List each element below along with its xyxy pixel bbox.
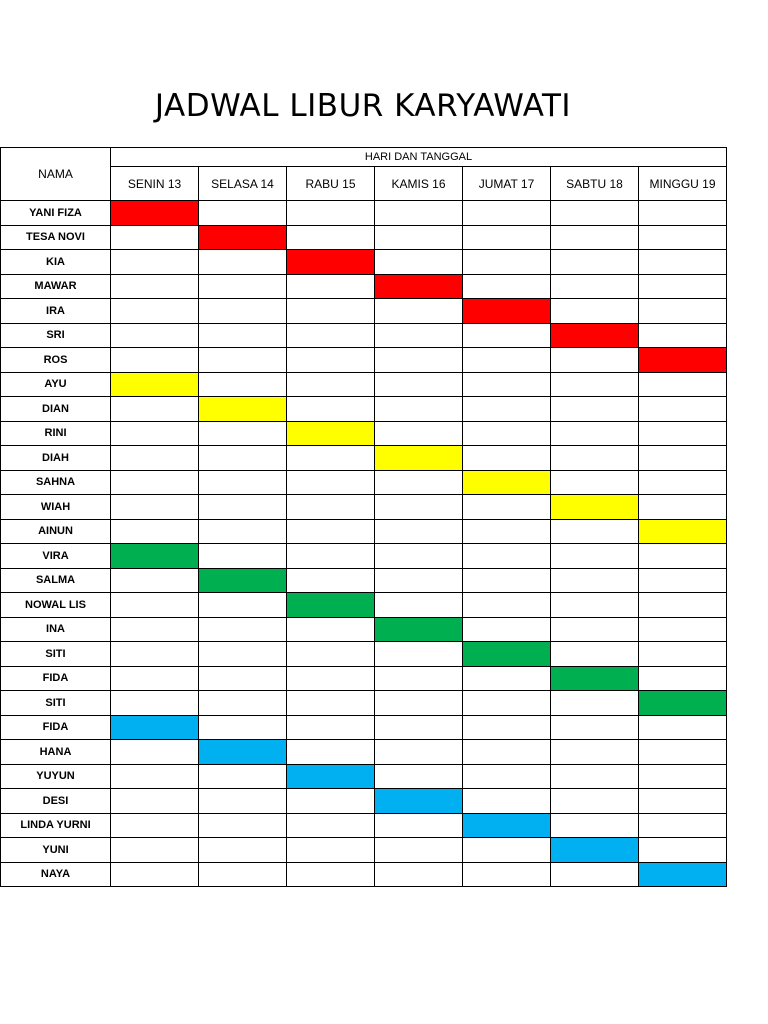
schedule-cell xyxy=(639,397,727,422)
schedule-cell xyxy=(551,470,639,495)
schedule-cell xyxy=(551,372,639,397)
employee-name: SITI xyxy=(1,691,111,716)
schedule-cell xyxy=(199,274,287,299)
schedule-cell xyxy=(111,862,199,887)
schedule-cell xyxy=(375,568,463,593)
schedule-cell xyxy=(111,495,199,520)
schedule-cell xyxy=(111,789,199,814)
schedule-cell xyxy=(463,617,551,642)
schedule-cell xyxy=(551,446,639,471)
schedule-cell xyxy=(199,813,287,838)
table-row xyxy=(1,568,727,593)
schedule-cell xyxy=(287,813,375,838)
schedule-cell xyxy=(375,740,463,765)
schedule-cell xyxy=(551,862,639,887)
table-row xyxy=(1,201,727,226)
schedule-cell xyxy=(463,789,551,814)
table-row xyxy=(1,740,727,765)
schedule-cell xyxy=(111,813,199,838)
schedule-cell xyxy=(111,397,199,422)
day-off-cell xyxy=(199,568,287,593)
schedule-cell xyxy=(463,764,551,789)
employee-name: SRI xyxy=(1,323,111,348)
schedule-cell xyxy=(199,519,287,544)
schedule-cell xyxy=(287,470,375,495)
schedule-cell xyxy=(111,470,199,495)
schedule-cell xyxy=(375,519,463,544)
schedule-cell xyxy=(375,642,463,667)
schedule-cell xyxy=(111,519,199,544)
day-off-cell xyxy=(375,617,463,642)
day-header: MINGGU 19 xyxy=(639,167,727,201)
schedule-cell xyxy=(111,740,199,765)
employee-name: DIAH xyxy=(1,446,111,471)
schedule-cell xyxy=(551,789,639,814)
schedule-cell xyxy=(287,397,375,422)
schedule-cell xyxy=(375,715,463,740)
schedule-cell xyxy=(639,225,727,250)
schedule-cell xyxy=(111,764,199,789)
employee-name: ROS xyxy=(1,348,111,373)
day-off-cell xyxy=(287,250,375,275)
schedule-cell xyxy=(639,372,727,397)
day-header: SELASA 14 xyxy=(199,167,287,201)
day-off-cell xyxy=(111,201,199,226)
schedule-cell xyxy=(287,838,375,863)
schedule-cell xyxy=(551,397,639,422)
schedule-cell xyxy=(199,544,287,569)
schedule-cell xyxy=(639,544,727,569)
schedule-cell xyxy=(551,642,639,667)
day-off-cell xyxy=(375,789,463,814)
schedule-cell xyxy=(551,201,639,226)
employee-name: FIDA xyxy=(1,715,111,740)
schedule-cell xyxy=(375,299,463,324)
table-row xyxy=(1,593,727,618)
table-row xyxy=(1,372,727,397)
employee-name: YUNI xyxy=(1,838,111,863)
schedule-cell xyxy=(463,201,551,226)
day-header: KAMIS 16 xyxy=(375,167,463,201)
schedule-cell xyxy=(463,740,551,765)
schedule-cell xyxy=(463,397,551,422)
schedule-cell xyxy=(375,691,463,716)
schedule-cell xyxy=(551,617,639,642)
schedule-cell xyxy=(199,666,287,691)
schedule-cell xyxy=(199,446,287,471)
schedule-cell xyxy=(111,274,199,299)
day-off-cell xyxy=(463,813,551,838)
day-off-cell xyxy=(463,470,551,495)
schedule-cell xyxy=(199,470,287,495)
schedule-table xyxy=(0,147,727,887)
day-off-cell xyxy=(375,446,463,471)
schedule-cell xyxy=(639,323,727,348)
schedule-cell xyxy=(551,299,639,324)
schedule-cell xyxy=(639,838,727,863)
table-row xyxy=(1,691,727,716)
employee-name: DESI xyxy=(1,789,111,814)
table-row xyxy=(1,225,727,250)
schedule-cell xyxy=(287,372,375,397)
day-off-cell xyxy=(551,495,639,520)
schedule-cell xyxy=(199,593,287,618)
schedule-cell xyxy=(639,740,727,765)
employee-name: VIRA xyxy=(1,544,111,569)
employee-name: HANA xyxy=(1,740,111,765)
schedule-cell xyxy=(111,421,199,446)
schedule-cell xyxy=(287,862,375,887)
schedule-cell xyxy=(287,446,375,471)
employee-name: INA xyxy=(1,617,111,642)
schedule-cell xyxy=(551,813,639,838)
day-off-cell xyxy=(551,838,639,863)
schedule-cell xyxy=(375,666,463,691)
day-off-cell xyxy=(287,764,375,789)
day-off-cell xyxy=(639,519,727,544)
schedule-cell xyxy=(463,519,551,544)
employee-name: SITI xyxy=(1,642,111,667)
day-off-cell xyxy=(639,862,727,887)
schedule-cell xyxy=(551,764,639,789)
schedule-cell xyxy=(463,666,551,691)
table-row xyxy=(1,323,727,348)
day-off-cell xyxy=(375,274,463,299)
schedule-cell xyxy=(287,225,375,250)
schedule-cell xyxy=(375,764,463,789)
schedule-cell xyxy=(111,838,199,863)
schedule-cell xyxy=(375,201,463,226)
employee-name: NAYA xyxy=(1,862,111,887)
schedule-cell xyxy=(199,372,287,397)
schedule-cell xyxy=(551,593,639,618)
schedule-cell xyxy=(199,323,287,348)
table-row xyxy=(1,764,727,789)
schedule-cell xyxy=(463,274,551,299)
schedule-cell xyxy=(463,446,551,471)
schedule-cell xyxy=(639,593,727,618)
schedule-cell xyxy=(551,519,639,544)
table-row xyxy=(1,813,727,838)
employee-name: NOWAL LIS xyxy=(1,593,111,618)
schedule-cell xyxy=(639,642,727,667)
day-off-cell xyxy=(199,740,287,765)
schedule-cell xyxy=(375,250,463,275)
employee-name: KIA xyxy=(1,250,111,275)
schedule-cell xyxy=(551,568,639,593)
table-row xyxy=(1,617,727,642)
day-off-cell xyxy=(463,642,551,667)
schedule-cell xyxy=(551,715,639,740)
schedule-cell xyxy=(639,764,727,789)
day-off-cell xyxy=(111,715,199,740)
schedule-cell xyxy=(287,519,375,544)
schedule-cell xyxy=(551,740,639,765)
schedule-cell xyxy=(199,299,287,324)
schedule-cell xyxy=(111,568,199,593)
employee-name: SAHNA xyxy=(1,470,111,495)
schedule-cell xyxy=(639,617,727,642)
schedule-cell xyxy=(375,495,463,520)
schedule-cell xyxy=(287,715,375,740)
schedule-cell xyxy=(199,691,287,716)
schedule-cell xyxy=(375,348,463,373)
day-header: SABTU 18 xyxy=(551,167,639,201)
schedule-cell xyxy=(639,495,727,520)
schedule-cell xyxy=(639,201,727,226)
table-row xyxy=(1,250,727,275)
schedule-cell xyxy=(287,691,375,716)
schedule-cell xyxy=(287,740,375,765)
schedule-cell xyxy=(639,446,727,471)
schedule-cell xyxy=(287,323,375,348)
schedule-cell xyxy=(551,544,639,569)
schedule-cell xyxy=(463,421,551,446)
table-row xyxy=(1,838,727,863)
day-off-cell xyxy=(111,372,199,397)
day-off-cell xyxy=(639,691,727,716)
schedule-cell xyxy=(551,250,639,275)
schedule-cell xyxy=(463,250,551,275)
table-row xyxy=(1,642,727,667)
table-row xyxy=(1,862,727,887)
table-row xyxy=(1,274,727,299)
schedule-cell xyxy=(639,421,727,446)
employee-name: AINUN xyxy=(1,519,111,544)
schedule-cell xyxy=(375,470,463,495)
schedule-cell xyxy=(199,250,287,275)
schedule-body xyxy=(1,201,727,887)
schedule-cell xyxy=(639,470,727,495)
employee-name: WIAH xyxy=(1,495,111,520)
schedule-cell xyxy=(111,225,199,250)
schedule-cell xyxy=(111,250,199,275)
schedule-cell xyxy=(375,838,463,863)
schedule-cell xyxy=(111,642,199,667)
name-column-header: NAMA xyxy=(1,148,111,201)
schedule-cell xyxy=(639,715,727,740)
schedule-cell xyxy=(199,862,287,887)
schedule-cell xyxy=(199,421,287,446)
schedule-cell xyxy=(287,201,375,226)
schedule-cell xyxy=(111,666,199,691)
schedule-cell xyxy=(375,225,463,250)
table-row xyxy=(1,495,727,520)
employee-name: AYU xyxy=(1,372,111,397)
employee-name: MAWAR xyxy=(1,274,111,299)
schedule-cell xyxy=(287,642,375,667)
page-title: JADWAL LIBUR KARYAWATI xyxy=(154,88,572,124)
schedule-cell xyxy=(551,274,639,299)
schedule-cell xyxy=(463,495,551,520)
schedule-cell xyxy=(463,348,551,373)
table-row xyxy=(1,446,727,471)
schedule-cell xyxy=(463,862,551,887)
day-group-header: HARI DAN TANGGAL xyxy=(111,148,727,167)
schedule-cell xyxy=(287,617,375,642)
day-off-cell xyxy=(551,666,639,691)
schedule-cell xyxy=(375,862,463,887)
schedule-cell xyxy=(199,495,287,520)
table-row xyxy=(1,421,727,446)
schedule-cell xyxy=(199,642,287,667)
schedule-cell xyxy=(111,617,199,642)
schedule-cell xyxy=(639,666,727,691)
schedule-cell xyxy=(111,323,199,348)
schedule-cell xyxy=(287,495,375,520)
table-row xyxy=(1,544,727,569)
day-header: JUMAT 17 xyxy=(463,167,551,201)
schedule-cell xyxy=(287,348,375,373)
schedule-cell xyxy=(199,348,287,373)
employee-name: DIAN xyxy=(1,397,111,422)
schedule-cell xyxy=(463,372,551,397)
table-row xyxy=(1,348,727,373)
schedule-cell xyxy=(199,838,287,863)
employee-name: IRA xyxy=(1,299,111,324)
table-row xyxy=(1,470,727,495)
schedule-cell xyxy=(463,838,551,863)
schedule-cell xyxy=(111,348,199,373)
employee-name: RINI xyxy=(1,421,111,446)
schedule-cell xyxy=(287,568,375,593)
employee-name: LINDA YURNI xyxy=(1,813,111,838)
schedule-cell xyxy=(199,201,287,226)
table-row xyxy=(1,666,727,691)
schedule-cell xyxy=(463,715,551,740)
schedule-cell xyxy=(287,544,375,569)
day-off-cell xyxy=(551,323,639,348)
schedule-cell xyxy=(287,666,375,691)
schedule-cell xyxy=(111,593,199,618)
employee-name: TESA NOVI xyxy=(1,225,111,250)
schedule-cell xyxy=(199,789,287,814)
schedule-cell xyxy=(111,299,199,324)
schedule-cell xyxy=(551,348,639,373)
schedule-cell xyxy=(375,421,463,446)
day-off-cell xyxy=(199,225,287,250)
schedule-cell xyxy=(551,421,639,446)
day-off-cell xyxy=(111,544,199,569)
schedule-cell xyxy=(287,789,375,814)
day-header: RABU 15 xyxy=(287,167,375,201)
day-off-cell xyxy=(639,348,727,373)
schedule-cell xyxy=(463,568,551,593)
employee-name: FIDA xyxy=(1,666,111,691)
schedule-cell xyxy=(287,299,375,324)
day-header: SENIN 13 xyxy=(111,167,199,201)
table-row xyxy=(1,715,727,740)
table-row xyxy=(1,789,727,814)
schedule-cell xyxy=(551,691,639,716)
day-off-cell xyxy=(287,421,375,446)
schedule-cell xyxy=(463,544,551,569)
schedule-cell xyxy=(375,397,463,422)
schedule-cell xyxy=(375,544,463,569)
employee-name: YUYUN xyxy=(1,764,111,789)
day-off-cell xyxy=(199,397,287,422)
day-off-cell xyxy=(287,593,375,618)
schedule-cell xyxy=(111,446,199,471)
schedule-cell xyxy=(551,225,639,250)
day-off-cell xyxy=(463,299,551,324)
schedule-cell xyxy=(111,691,199,716)
schedule-cell xyxy=(639,568,727,593)
schedule-cell xyxy=(463,323,551,348)
table-row xyxy=(1,519,727,544)
schedule-cell xyxy=(463,593,551,618)
employee-name: SALMA xyxy=(1,568,111,593)
schedule-cell xyxy=(463,691,551,716)
schedule-cell xyxy=(375,323,463,348)
schedule-cell xyxy=(287,274,375,299)
employee-name: YANI FIZA xyxy=(1,201,111,226)
table-row xyxy=(1,299,727,324)
schedule-cell xyxy=(199,764,287,789)
schedule-cell xyxy=(639,250,727,275)
schedule-cell xyxy=(375,813,463,838)
schedule-cell xyxy=(199,617,287,642)
schedule-cell xyxy=(639,789,727,814)
schedule-cell xyxy=(375,372,463,397)
schedule-cell xyxy=(639,813,727,838)
schedule-cell xyxy=(199,715,287,740)
schedule-cell xyxy=(639,274,727,299)
schedule-cell xyxy=(463,225,551,250)
schedule-cell xyxy=(639,299,727,324)
table-row xyxy=(1,397,727,422)
schedule-cell xyxy=(375,593,463,618)
